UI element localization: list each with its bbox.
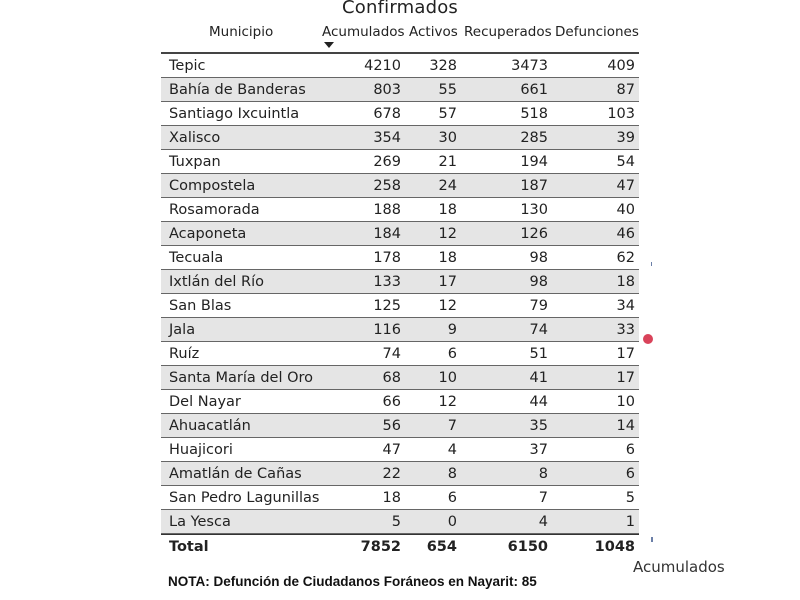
cell-recuperados: 130 xyxy=(520,202,548,218)
cell-defunciones: 1 xyxy=(625,514,635,530)
table-row[interactable] xyxy=(161,318,639,342)
cell-recuperados: 35 xyxy=(529,418,548,434)
table-row[interactable] xyxy=(161,54,639,78)
table-row[interactable] xyxy=(161,246,639,270)
header-defunciones[interactable]: Defunciones xyxy=(555,24,639,40)
cell-recuperados: 8 xyxy=(538,466,548,482)
cell-activos: 7 xyxy=(447,418,457,434)
cell-defunciones: 409 xyxy=(607,58,635,74)
table-row[interactable] xyxy=(161,126,639,150)
cell-defunciones: 33 xyxy=(616,322,635,338)
cell-activos: 17 xyxy=(438,274,457,290)
cell-defunciones: 10 xyxy=(616,394,635,410)
cell-municipio: Ixtlán del Río xyxy=(169,274,264,290)
cell-defunciones: 62 xyxy=(616,250,635,266)
cell-acumulados: 125 xyxy=(373,298,401,314)
cell-defunciones: 47 xyxy=(616,178,635,194)
table-row[interactable] xyxy=(161,366,639,390)
header-acumulados[interactable]: Acumulados xyxy=(322,24,405,40)
cell-acumulados: 47 xyxy=(382,442,401,458)
table-row[interactable] xyxy=(161,198,639,222)
cell-municipio: Huajicori xyxy=(169,442,233,458)
cell-municipio: Ahuacatlán xyxy=(169,418,251,434)
cell-acumulados: 68 xyxy=(382,370,401,386)
table-row[interactable] xyxy=(161,390,639,414)
total-activos: 654 xyxy=(426,539,457,555)
cell-municipio: Tecuala xyxy=(169,250,224,266)
cell-acumulados: 803 xyxy=(373,82,401,98)
cell-defunciones: 54 xyxy=(616,154,635,170)
cell-municipio: Del Nayar xyxy=(169,394,241,410)
cell-defunciones: 39 xyxy=(616,130,635,146)
cell-acumulados: 56 xyxy=(382,418,401,434)
cell-activos: 8 xyxy=(447,466,457,482)
total-defunciones: 1048 xyxy=(594,539,635,555)
cell-defunciones: 34 xyxy=(616,298,635,314)
table-row[interactable] xyxy=(161,222,639,246)
table-row[interactable] xyxy=(161,270,639,294)
cell-activos: 55 xyxy=(438,82,457,98)
cell-activos: 9 xyxy=(447,322,457,338)
cell-activos: 30 xyxy=(438,130,457,146)
table-row[interactable] xyxy=(161,342,639,366)
cell-activos: 10 xyxy=(438,370,457,386)
cell-acumulados: 184 xyxy=(373,226,401,242)
cell-defunciones: 14 xyxy=(616,418,635,434)
table-row[interactable] xyxy=(161,462,639,486)
cell-activos: 6 xyxy=(447,490,457,506)
cell-recuperados: 518 xyxy=(520,106,548,122)
cell-acumulados: 116 xyxy=(373,322,401,338)
cell-recuperados: 187 xyxy=(520,178,548,194)
cell-acumulados: 133 xyxy=(373,274,401,290)
cell-recuperados: 51 xyxy=(529,346,548,362)
edge-marker xyxy=(651,262,652,266)
cell-municipio: Amatlán de Cañas xyxy=(169,466,302,482)
table-row[interactable] xyxy=(161,438,639,462)
cell-municipio: Bahía de Banderas xyxy=(169,82,306,98)
cell-recuperados: 44 xyxy=(529,394,548,410)
cell-municipio: San Blas xyxy=(169,298,232,314)
cell-defunciones: 6 xyxy=(625,466,635,482)
cell-recuperados: 4 xyxy=(538,514,548,530)
cell-acumulados: 678 xyxy=(373,106,401,122)
header-municipio[interactable]: Municipio xyxy=(209,24,274,40)
status-dot xyxy=(643,334,653,344)
cell-acumulados: 5 xyxy=(391,514,401,530)
cell-acumulados: 74 xyxy=(382,346,401,362)
cell-recuperados: 7 xyxy=(538,490,548,506)
cell-acumulados: 269 xyxy=(373,154,401,170)
table-row[interactable] xyxy=(161,414,639,438)
table-row[interactable] xyxy=(161,294,639,318)
total-acumulados: 7852 xyxy=(360,539,401,555)
cell-activos: 12 xyxy=(438,226,457,242)
header-recuperados[interactable]: Recuperados xyxy=(464,24,552,40)
table-row[interactable] xyxy=(161,78,639,102)
table-row[interactable] xyxy=(161,150,639,174)
table-row[interactable] xyxy=(161,102,639,126)
edge-marker xyxy=(651,537,653,542)
cell-activos: 328 xyxy=(429,58,457,74)
cell-recuperados: 285 xyxy=(520,130,548,146)
table-row[interactable] xyxy=(161,510,639,534)
cell-defunciones: 17 xyxy=(616,370,635,386)
cell-acumulados: 258 xyxy=(373,178,401,194)
total-recuperados: 6150 xyxy=(507,539,548,555)
sort-down-icon[interactable] xyxy=(324,42,334,48)
cell-acumulados: 178 xyxy=(373,250,401,266)
table-row[interactable] xyxy=(161,174,639,198)
cell-activos: 4 xyxy=(447,442,457,458)
cell-defunciones: 87 xyxy=(616,82,635,98)
table-header xyxy=(161,24,639,54)
cell-defunciones: 5 xyxy=(625,490,635,506)
cell-recuperados: 79 xyxy=(529,298,548,314)
cell-activos: 12 xyxy=(438,394,457,410)
cell-municipio: Santa María del Oro xyxy=(169,370,314,386)
cell-activos: 0 xyxy=(447,514,457,530)
cell-municipio: Xalisco xyxy=(169,130,221,146)
cell-recuperados: 126 xyxy=(520,226,548,242)
cell-defunciones: 40 xyxy=(616,202,635,218)
cell-recuperados: 98 xyxy=(529,250,548,266)
cell-municipio: Acaponeta xyxy=(169,226,247,242)
cell-activos: 18 xyxy=(438,250,457,266)
cell-recuperados: 3473 xyxy=(511,58,548,74)
cell-municipio: Jala xyxy=(169,322,196,338)
cell-recuperados: 74 xyxy=(529,322,548,338)
cell-recuperados: 37 xyxy=(529,442,548,458)
cell-acumulados: 22 xyxy=(382,466,401,482)
cell-recuperados: 194 xyxy=(520,154,548,170)
cell-defunciones: 18 xyxy=(616,274,635,290)
cell-acumulados: 354 xyxy=(373,130,401,146)
cell-activos: 18 xyxy=(438,202,457,218)
cell-activos: 24 xyxy=(438,178,457,194)
table-title: Confirmados xyxy=(342,0,458,18)
cell-acumulados: 66 xyxy=(382,394,401,410)
cell-acumulados: 188 xyxy=(373,202,401,218)
cell-acumulados: 18 xyxy=(382,490,401,506)
cell-recuperados: 98 xyxy=(529,274,548,290)
footnote: NOTA: Defunción de Ciudadanos Foráneos en Nayarit: 85 xyxy=(168,574,537,589)
cell-recuperados: 661 xyxy=(520,82,548,98)
cell-municipio: Compostela xyxy=(169,178,256,194)
cell-municipio: Tuxpan xyxy=(169,154,221,170)
cell-activos: 21 xyxy=(438,154,457,170)
cell-defunciones: 17 xyxy=(616,346,635,362)
cell-activos: 6 xyxy=(447,346,457,362)
cell-municipio: San Pedro Lagunillas xyxy=(169,490,320,506)
clipped-column-label: Acumulados xyxy=(633,558,725,576)
cell-municipio: Tepic xyxy=(169,58,206,74)
cell-defunciones: 103 xyxy=(607,106,635,122)
cell-defunciones: 46 xyxy=(616,226,635,242)
cell-municipio: Rosamorada xyxy=(169,202,260,218)
cell-defunciones: 6 xyxy=(625,442,635,458)
cell-municipio: Santiago Ixcuintla xyxy=(169,106,300,122)
cell-recuperados: 41 xyxy=(529,370,548,386)
total-label: Total xyxy=(169,539,209,555)
total-row xyxy=(161,534,639,558)
cell-activos: 57 xyxy=(438,106,457,122)
cell-activos: 12 xyxy=(438,298,457,314)
header-activos[interactable]: Activos xyxy=(409,24,458,40)
cell-acumulados: 4210 xyxy=(364,58,401,74)
table-body xyxy=(161,54,639,558)
cell-municipio: La Yesca xyxy=(169,514,231,530)
cell-municipio: Ruíz xyxy=(169,346,200,362)
table-row[interactable] xyxy=(161,486,639,510)
